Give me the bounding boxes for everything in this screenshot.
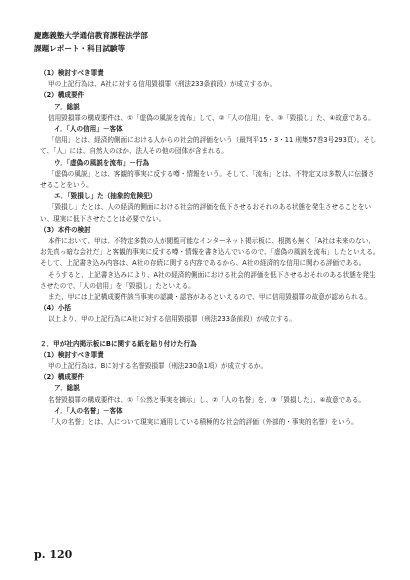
section-heading: （2）構成要件 xyxy=(40,91,85,100)
header-university-line: 慶應義塾大学通信教育課程法学部 xyxy=(34,31,148,40)
subsection-heading: ア．総説 xyxy=(54,102,80,111)
header-subtitle-line: 課題レポート・科目試験等 xyxy=(34,43,126,53)
paragraph: 「人の名誉」とは、人について現実に通用している積極的な社会的評価（外部的・事実的名誉）をいう。 xyxy=(48,418,358,427)
paragraph: 「信用」とは、経済的側面における人からの社会的評価をいう（最判平15・3・11 刑集57巻3号293頁）。そして、「人」には、自然人のほか、法人その他の団体が含まれる。 xyxy=(40,136,377,156)
subsection-heading: エ．「毀損し」た（抽象的危険犯） xyxy=(54,192,157,201)
paragraph: 名誉毀損罪の構成要件は、①「公然と事実を摘示」し、②「人の名誉」を、③「毀損した」、④故意である。 xyxy=(48,395,366,404)
major-section-heading: ２．甲が社内掲示板にBに関する紙を貼り付けた行為 xyxy=(40,339,197,348)
section-heading: （1）検討すべき罪責 xyxy=(40,69,104,77)
subsection-heading: ウ．「虚偽の風説を流布」－行為 xyxy=(54,158,150,167)
section-heading: （4）小括 xyxy=(40,304,71,313)
paragraph: 甲の上記行為は、Bに対する名誉毀損罪（刑法230条1項）が成立するか。 xyxy=(48,362,268,371)
paragraph: また、甲には上記構成要件該当事実の認識・認容があるといえるので、甲に信用毀損罪の故意が認められる。 xyxy=(48,293,371,302)
section-heading: （3）本件の検討 xyxy=(40,225,91,234)
subsection-heading: イ．「人の名誉」－客体 xyxy=(54,406,123,415)
subsection-heading: ア．総説 xyxy=(54,384,80,393)
page-number: p. 120 xyxy=(34,548,73,561)
paragraph: 「毀損し」たとは、人の経済的側面における社会的評価を低下させるおそれのある状態を発生させることをいい、現実に低下させたことは必要でない。 xyxy=(40,203,372,223)
paragraph: そうすると、上記書き込みにより、A社の経済的側面における社会的評価を低下させるおそれのある状態を発生させたので、「人の信用」を「毀損し」たといえる。 xyxy=(40,270,376,290)
section-heading: （2）構成要件 xyxy=(40,373,85,382)
document-header xyxy=(34,30,148,55)
section-heading: （1）検討すべき罪責 xyxy=(40,350,104,359)
paragraph: 本件において、甲は、不特定多数の人が閲覧可能なインターネット掲示板に、根拠も無く「A社は未来のない、お先真っ暗な会社だ」と客観的事実に反する噂・情報を書き込んでいるので、「虚偽の風説を流布」したといえる。そして、上記書き込み内容は、A社の存続に関する内容であるから、A社の経済的な信用に関わる評価である。 xyxy=(40,237,380,268)
paragraph: 甲の上記行為は、A社に対する信用毀損罪（刑法233条前段）が成立するか。 xyxy=(48,80,277,89)
paragraph: 信用毀損罪の構成要件は、①「虚偽の風説を流布」して、②「人の信用」を、③「毀損し」た、④故意である。 xyxy=(48,113,375,122)
paragraph: 以上より、甲の上記行為にA社に対する信用毀損罪（刑法233条前段）が成立する。 xyxy=(48,315,296,324)
paragraph: 「虚偽の風説」とは、客観的事実に反する噂・情報をいう。そして、「流布」とは、不特定又は多数人に伝播させることをいう。 xyxy=(40,169,375,190)
subsection-heading: イ．「人の信用」－客体 xyxy=(54,125,123,134)
document-body xyxy=(40,68,380,428)
